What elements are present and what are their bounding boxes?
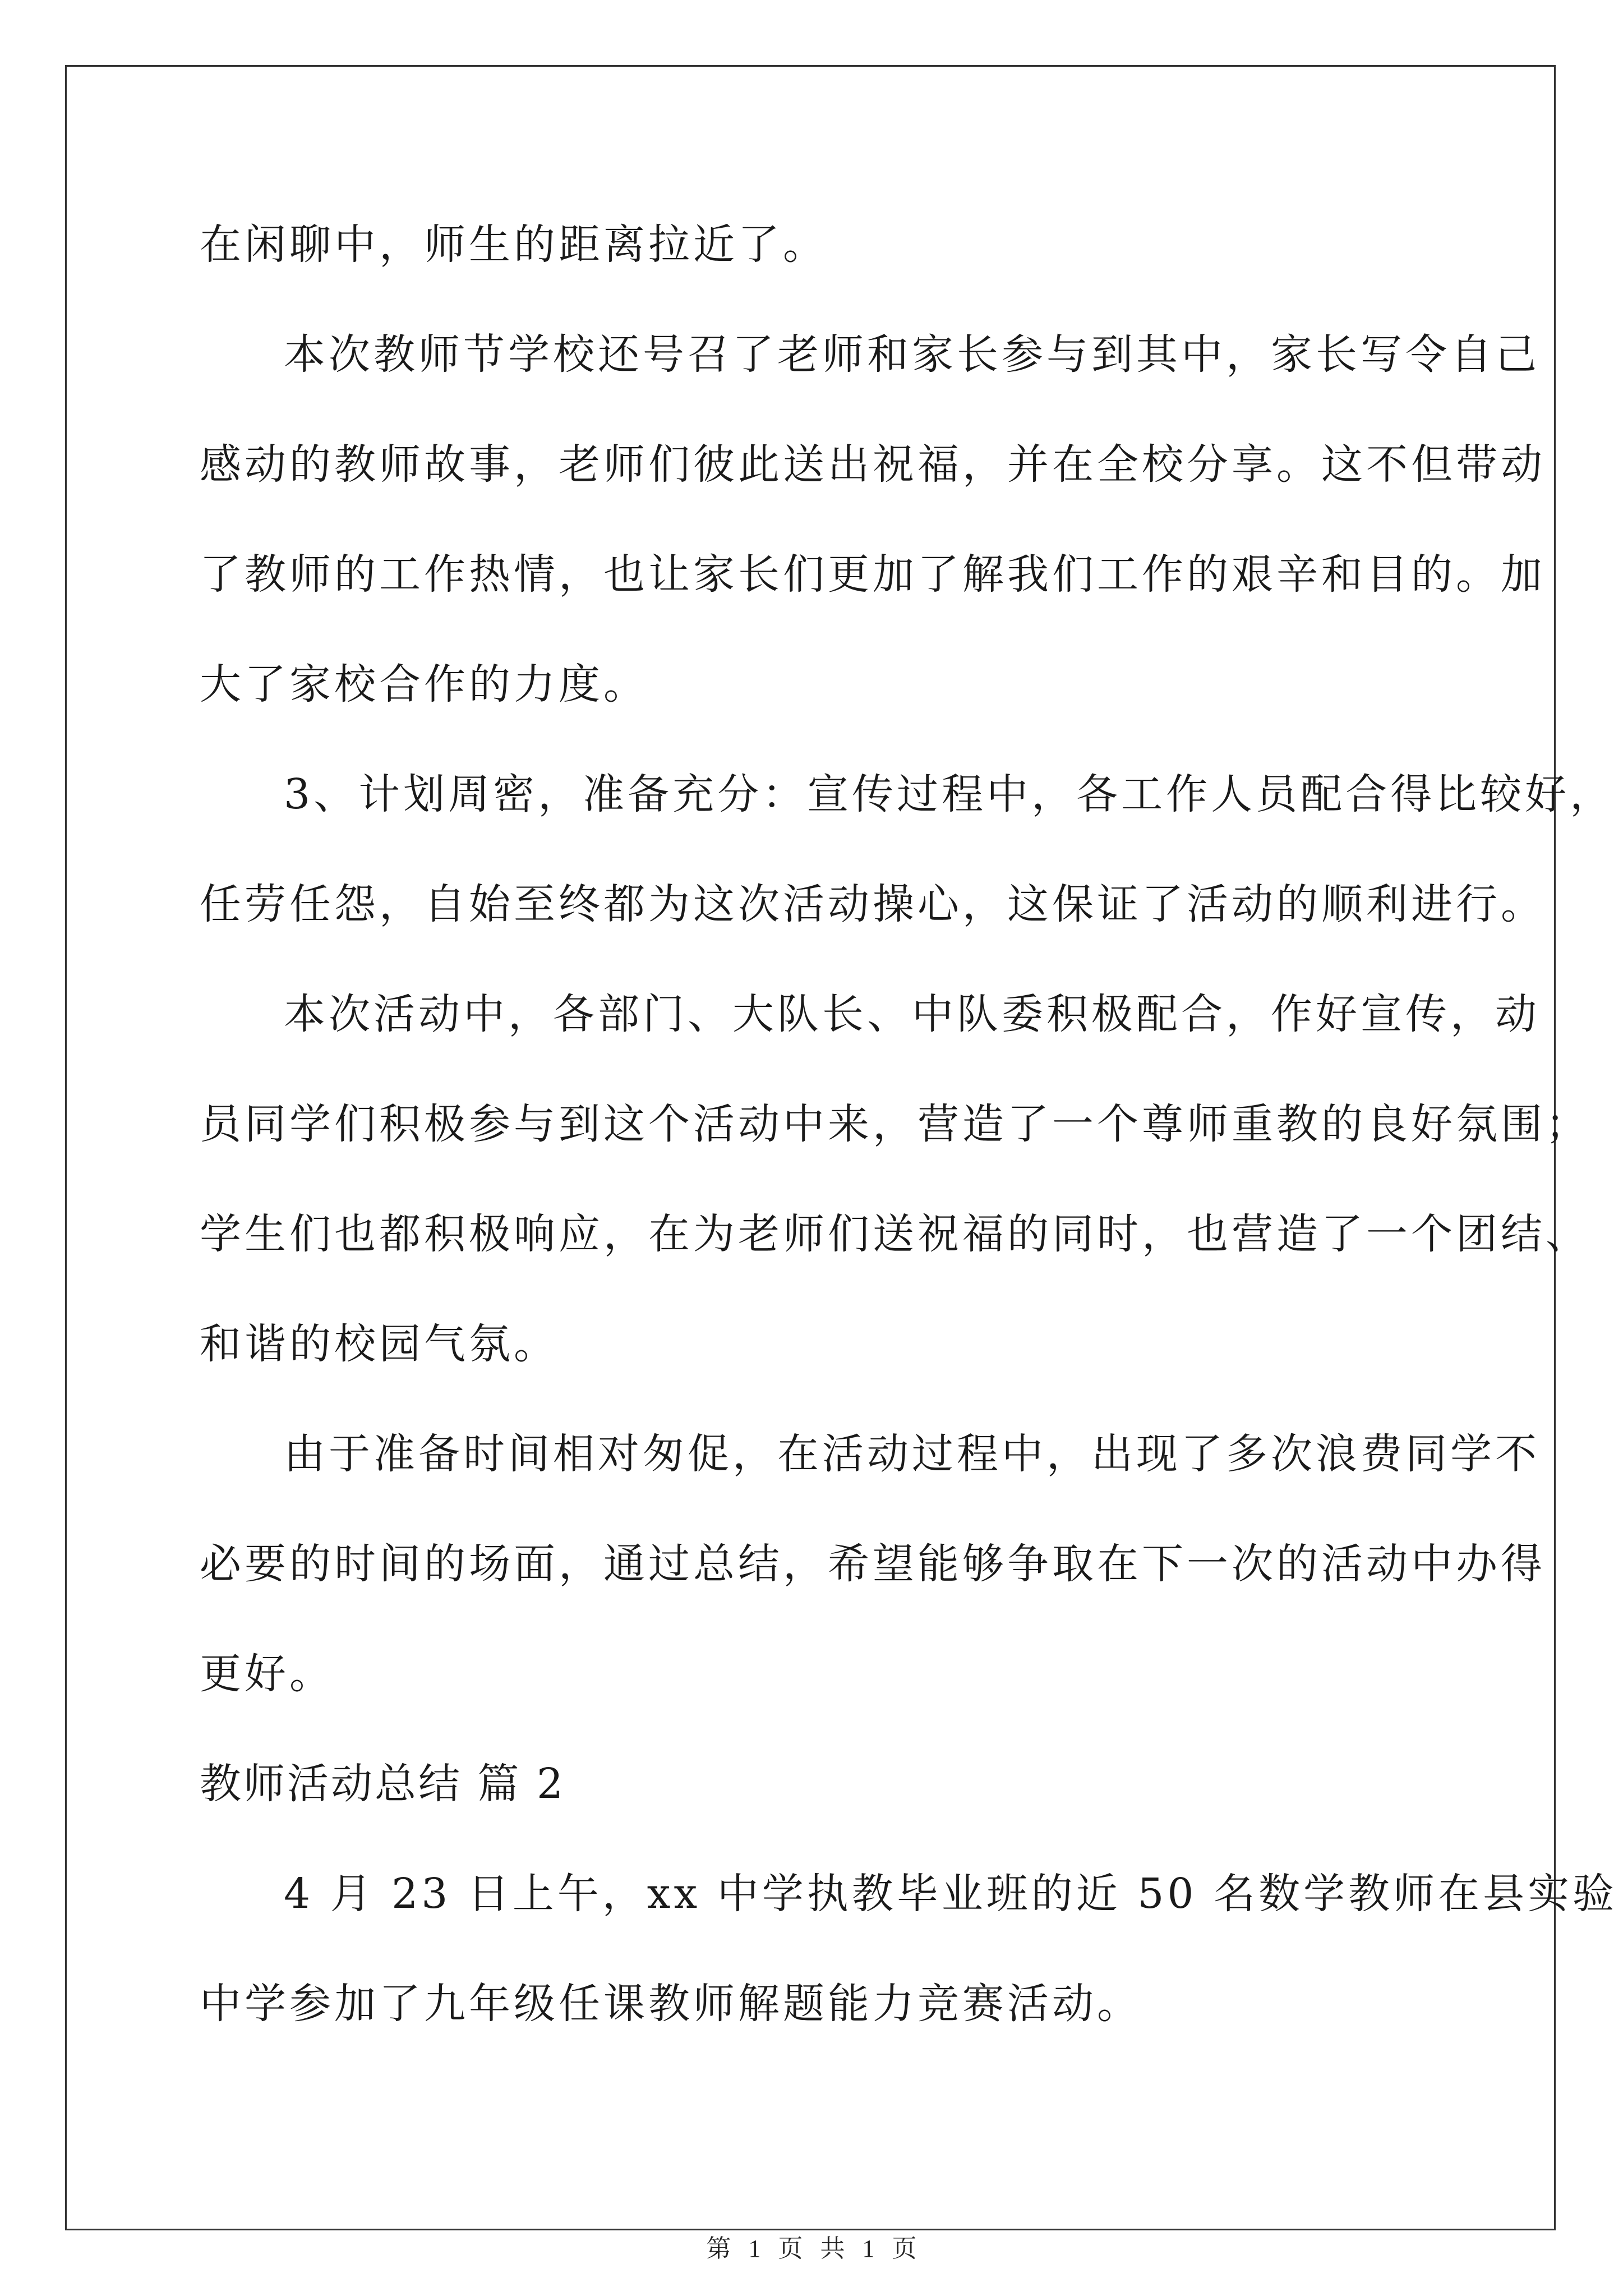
text-line: 任劳任怨，自始至终都为这次活动操心，这保证了活动的顺利进行。	[200, 880, 1546, 928]
document-body	[200, 211, 1618, 2080]
paragraph-start-line: 本次教师节学校还号召了老师和家长参与到其中，家长写令自己	[284, 330, 1540, 379]
text-line: 学生们也都积极响应，在为老师们送祝福的同时，也营造了一个团结、	[200, 1210, 1590, 1258]
text-line: 大了家校合作的力度。	[200, 660, 648, 708]
paragraph-start-line: 4 月 23 日上午，xx 中学执教毕业班的近 50 名数学教师在县实验	[284, 1870, 1618, 1918]
text-line: 必要的时间的场面，通过总结，希望能够争取在下一次的活动中办得	[200, 1540, 1546, 1588]
text-line: 更好。	[200, 1650, 334, 1698]
section-heading: 教师活动总结 篇 2	[200, 1760, 566, 1808]
text-line: 了教师的工作热情，也让家长们更加了解我们工作的艰辛和目的。加	[200, 550, 1546, 599]
page-footer: 第 1 页 共 1 页	[706, 2235, 917, 2262]
text-line: 在闲聊中，师生的距离拉近了。	[200, 220, 828, 269]
paragraph-start-line: 3、计划周密，准备充分：宣传过程中，各工作人员配合得比较好，	[284, 770, 1615, 818]
text-line: 和谐的校园气氛。	[200, 1320, 559, 1368]
text-line: 员同学们积极参与到这个活动中来，营造了一个尊师重教的良好氛围；	[200, 1100, 1590, 1148]
paragraph-start-line: 本次活动中，各部门、大队长、中队委积极配合，作好宣传，动	[284, 990, 1540, 1038]
text-line: 中学参加了九年级任课教师解题能力竞赛活动。	[200, 1980, 1142, 2028]
text-line: 感动的教师故事，老师们彼此送出祝福，并在全校分享。这不但带动	[200, 440, 1546, 489]
paragraph-start-line: 由于准备时间相对匆促，在活动过程中，出现了多次浪费同学不	[284, 1430, 1540, 1478]
